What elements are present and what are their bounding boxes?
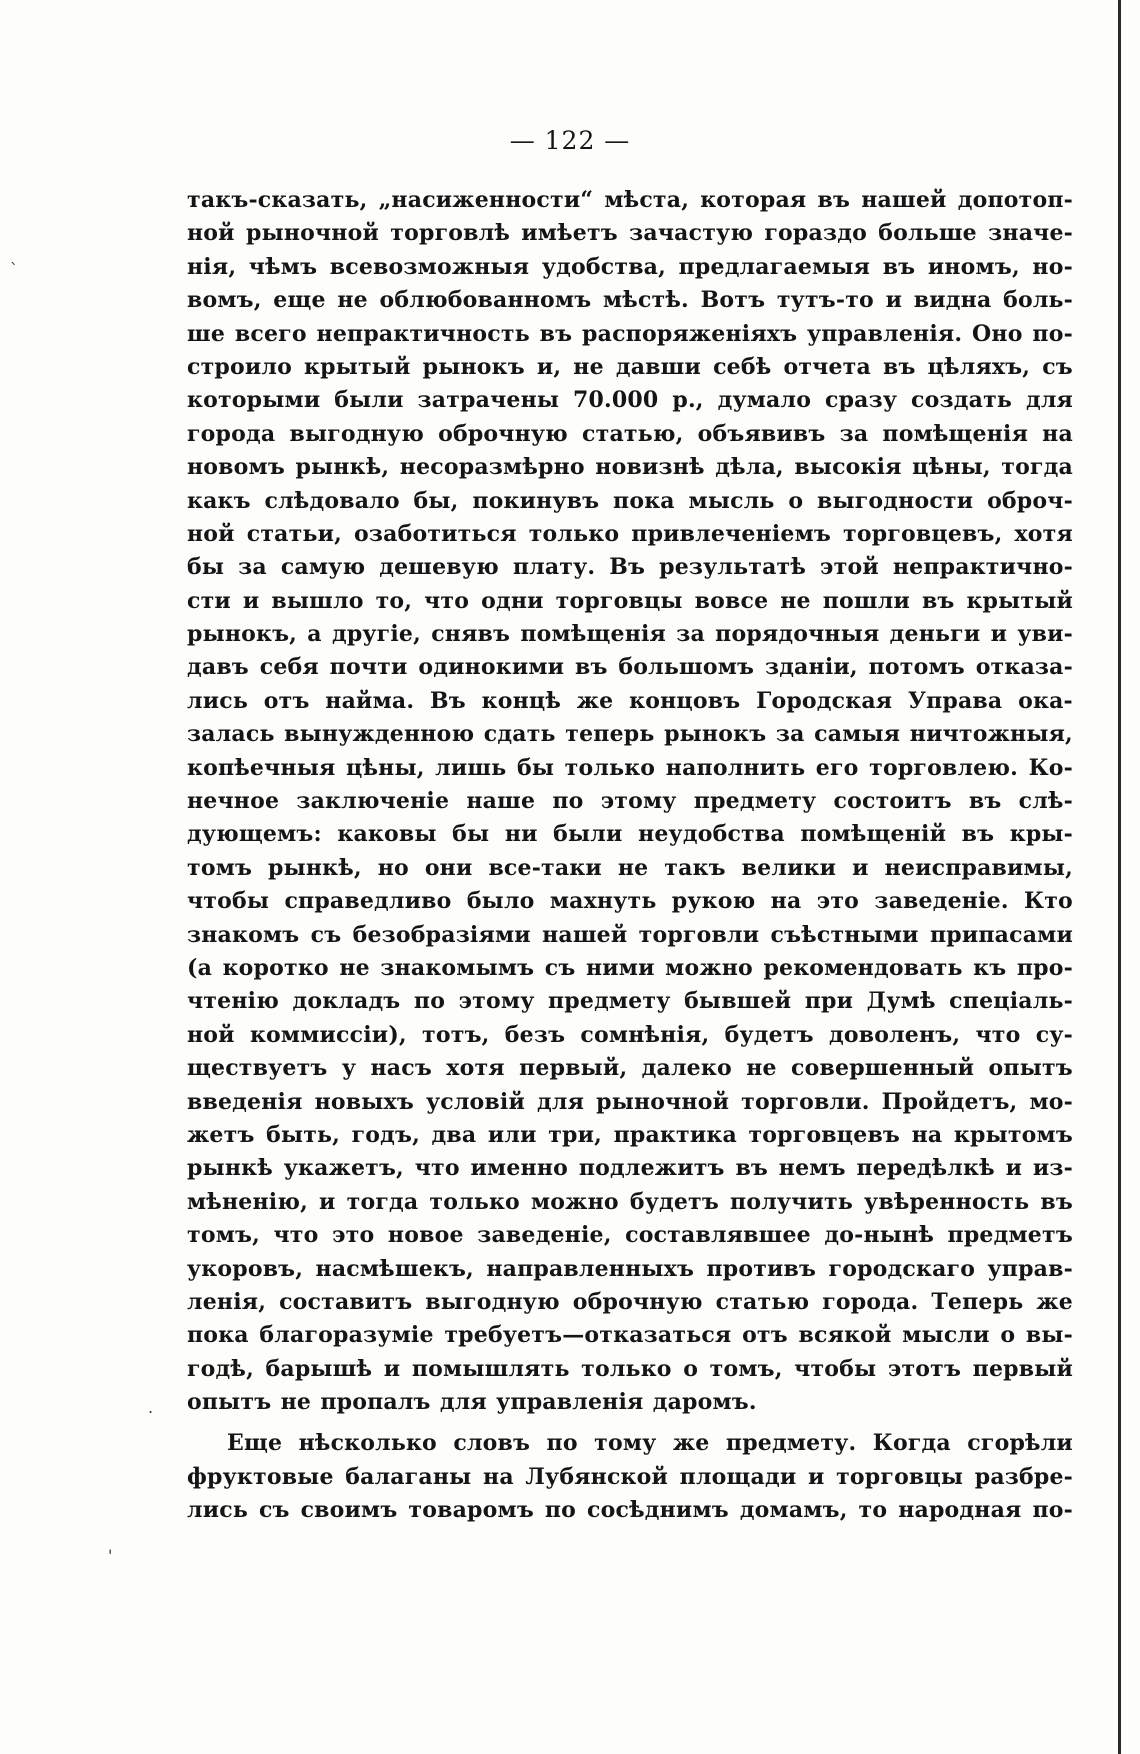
text-line: лись съ своимъ товаромъ по сосѣднимъ домамъ, то народная по- [187, 1497, 1073, 1524]
text-line: Еще нѣсколько словъ по тому же предмету. Когда сгорѣли [227, 1430, 1073, 1457]
page-edge-shadow [1118, 0, 1121, 1754]
text-line: введенія новыхъ условій для рыночной торговли. Пройдетъ, мо- [187, 1088, 1073, 1115]
body-text [187, 184, 1073, 1528]
text-line: опытъ не пропалъ для управленія даромъ. [187, 1389, 757, 1416]
text-line: новомъ рынкѣ, несоразмѣрно новизнѣ дѣла, высокія цѣны, тогда [187, 454, 1073, 481]
text-line: дующемъ: каковы бы ни были неудобства помѣщеній въ кры- [187, 821, 1073, 848]
text-line: нія, чѣмъ всевозможныя удобства, предлагаемыя въ иномъ, но- [187, 253, 1073, 280]
text-line: давъ себя почти одинокими въ большомъ зданіи, потомъ отказа- [187, 654, 1073, 681]
text-line: залась вынужденною сдать теперь рынокъ за самыя ничтожныя, [187, 721, 1073, 748]
margin-mark: ` [10, 260, 18, 279]
text-line: ной коммиссіи), тотъ, безъ сомнѣнія, будетъ доволенъ, что су- [187, 1021, 1073, 1048]
paragraph [187, 184, 1073, 1419]
text-line: фруктовые балаганы на Лубянской площади и торговцы разбре- [187, 1463, 1073, 1490]
text-line: укоровъ, насмѣшекъ, направленныхъ противъ городскаго управ- [187, 1255, 1073, 1282]
text-line: нечное заключеніе наше по этому предмету состоитъ въ слѣ- [187, 788, 1073, 815]
page-number: — 122 — [509, 126, 631, 155]
text-line: знакомъ съ безобразіями нашей торговли съѣстными припасами [187, 921, 1073, 948]
text-line: копѣечныя цѣны, лишь бы только наполнить его торговлею. Ко- [187, 754, 1073, 781]
text-line: (а коротко не знакомымъ съ ними можно рекомендовать къ про- [187, 954, 1073, 981]
text-line: города выгодную оброчную статью, объявивъ за помѣщенія на [187, 420, 1073, 447]
text-line: ной статьи, озаботиться только привлеченіемъ торговцевъ, хотя [187, 520, 1073, 547]
text-line: мѣненію, и тогда только можно будетъ получить увѣренность въ [187, 1188, 1073, 1215]
text-line: ществуетъ у насъ хотя первый, далеко не совершенный опытъ [187, 1055, 1073, 1082]
paragraph [187, 1427, 1073, 1527]
margin-mark: ' [108, 1546, 113, 1565]
text-line: томъ, что это новое заведеніе, составлявшее до-нынѣ предметъ [187, 1222, 1073, 1249]
paragraph-gap [187, 1419, 1073, 1427]
text-line: которыми были затрачены 70.000 р., думало сразу создать для [187, 387, 1073, 414]
text-line: пока благоразуміе требуетъ—отказаться отъ всякой мысли о вы- [187, 1322, 1073, 1349]
text-line: рынокъ, а другіе, снявъ помѣщенія за порядочныя деньги и уви- [187, 621, 1073, 648]
text-line: какъ слѣдовало бы, покинувъ пока мысль о выгодности оброч- [187, 487, 1073, 514]
text-line: годѣ, барышѣ и помышлять только о томъ, чтобы этотъ первый [187, 1355, 1073, 1382]
text-line: такъ-сказать, „насиженности“ мѣста, которая въ нашей допотоп- [187, 187, 1073, 213]
text-line: лись отъ найма. Въ концѣ же концовъ Городская Управа ока- [187, 687, 1073, 714]
text-line: бы за самую дешевую плату. Въ результатѣ этой непрактично- [187, 554, 1073, 581]
text-line: ше всего непрактичность въ распоряженіяхъ управленія. Оно по- [187, 320, 1073, 347]
text-line: ной рыночной торговлѣ имѣетъ зачастую гораздо больше значе- [187, 220, 1073, 247]
text-line: ленія, составитъ выгодную оброчную статью города. Теперь же [187, 1288, 1073, 1315]
text-line: сти и вышло то, что одни торговцы вовсе не пошли въ крытый [187, 587, 1073, 614]
margin-mark: . [148, 1398, 154, 1417]
text-line: чтенію докладъ по этому предмету бывшей при Думѣ спеціаль- [187, 988, 1073, 1015]
text-line: чтобы справедливо было махнуть рукою на это заведеніе. Кто [187, 888, 1073, 915]
text-line: томъ рынкѣ, но они все-таки не такъ велики и неисправимы, [187, 854, 1073, 881]
text-line: жетъ быть, годъ, два или три, практика торговцевъ на крытомъ [187, 1121, 1073, 1148]
text-line: вомъ, еще не облюбованномъ мѣстѣ. Вотъ тутъ-то и видна боль- [187, 287, 1073, 314]
text-line: строило крытый рынокъ и, не давши себѣ отчета въ цѣляхъ, съ [187, 353, 1073, 380]
text-line: рынкѣ укажетъ, что именно подлежитъ въ немъ передѣлкѣ и из- [187, 1155, 1073, 1182]
